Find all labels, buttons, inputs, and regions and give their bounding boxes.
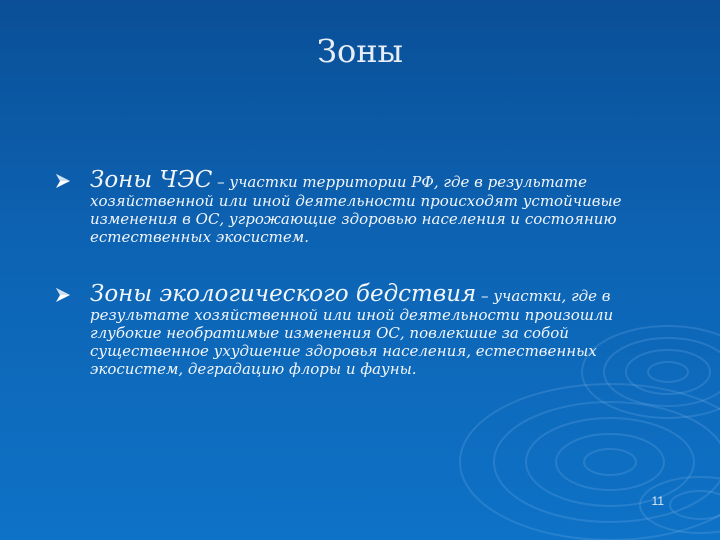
bullet-lead-text: – участки, где в (476, 287, 611, 305)
slide-title: Зоны (317, 32, 403, 70)
bullet-lead-text: – участки территории РФ, где в результате (212, 173, 587, 191)
bullet-text (90, 168, 690, 246)
bullet-line: экосистем, деградацию флоры и фауны. (90, 360, 417, 378)
bullet-line: естественных экосистем. (90, 228, 309, 246)
arrowhead-bullet-icon (54, 172, 72, 190)
bullet-lead-line (90, 168, 690, 192)
bullet-line: глубокие необратимые изменения ОС, повлекшие за собой (90, 324, 569, 342)
page-number: 11 (651, 494, 664, 508)
bullet-line: хозяйственной или иной деятельности происходят устойчивые (90, 192, 622, 210)
bullet-line: существенное ухудшение здоровья населения, естественных (90, 342, 597, 360)
bullet-line: результате хозяйственной или иной деятельности произошли (90, 306, 614, 324)
bullet-term: Зоны ЧЭС (90, 167, 213, 193)
bullet-term: Зоны экологического бедствия (90, 281, 477, 307)
arrowhead-bullet-icon (54, 286, 72, 304)
bullet-lead-line (90, 282, 690, 306)
bullet-line: изменения в ОС, угрожающие здоровью населения и состоянию (90, 210, 617, 228)
bullet-text (90, 282, 690, 378)
